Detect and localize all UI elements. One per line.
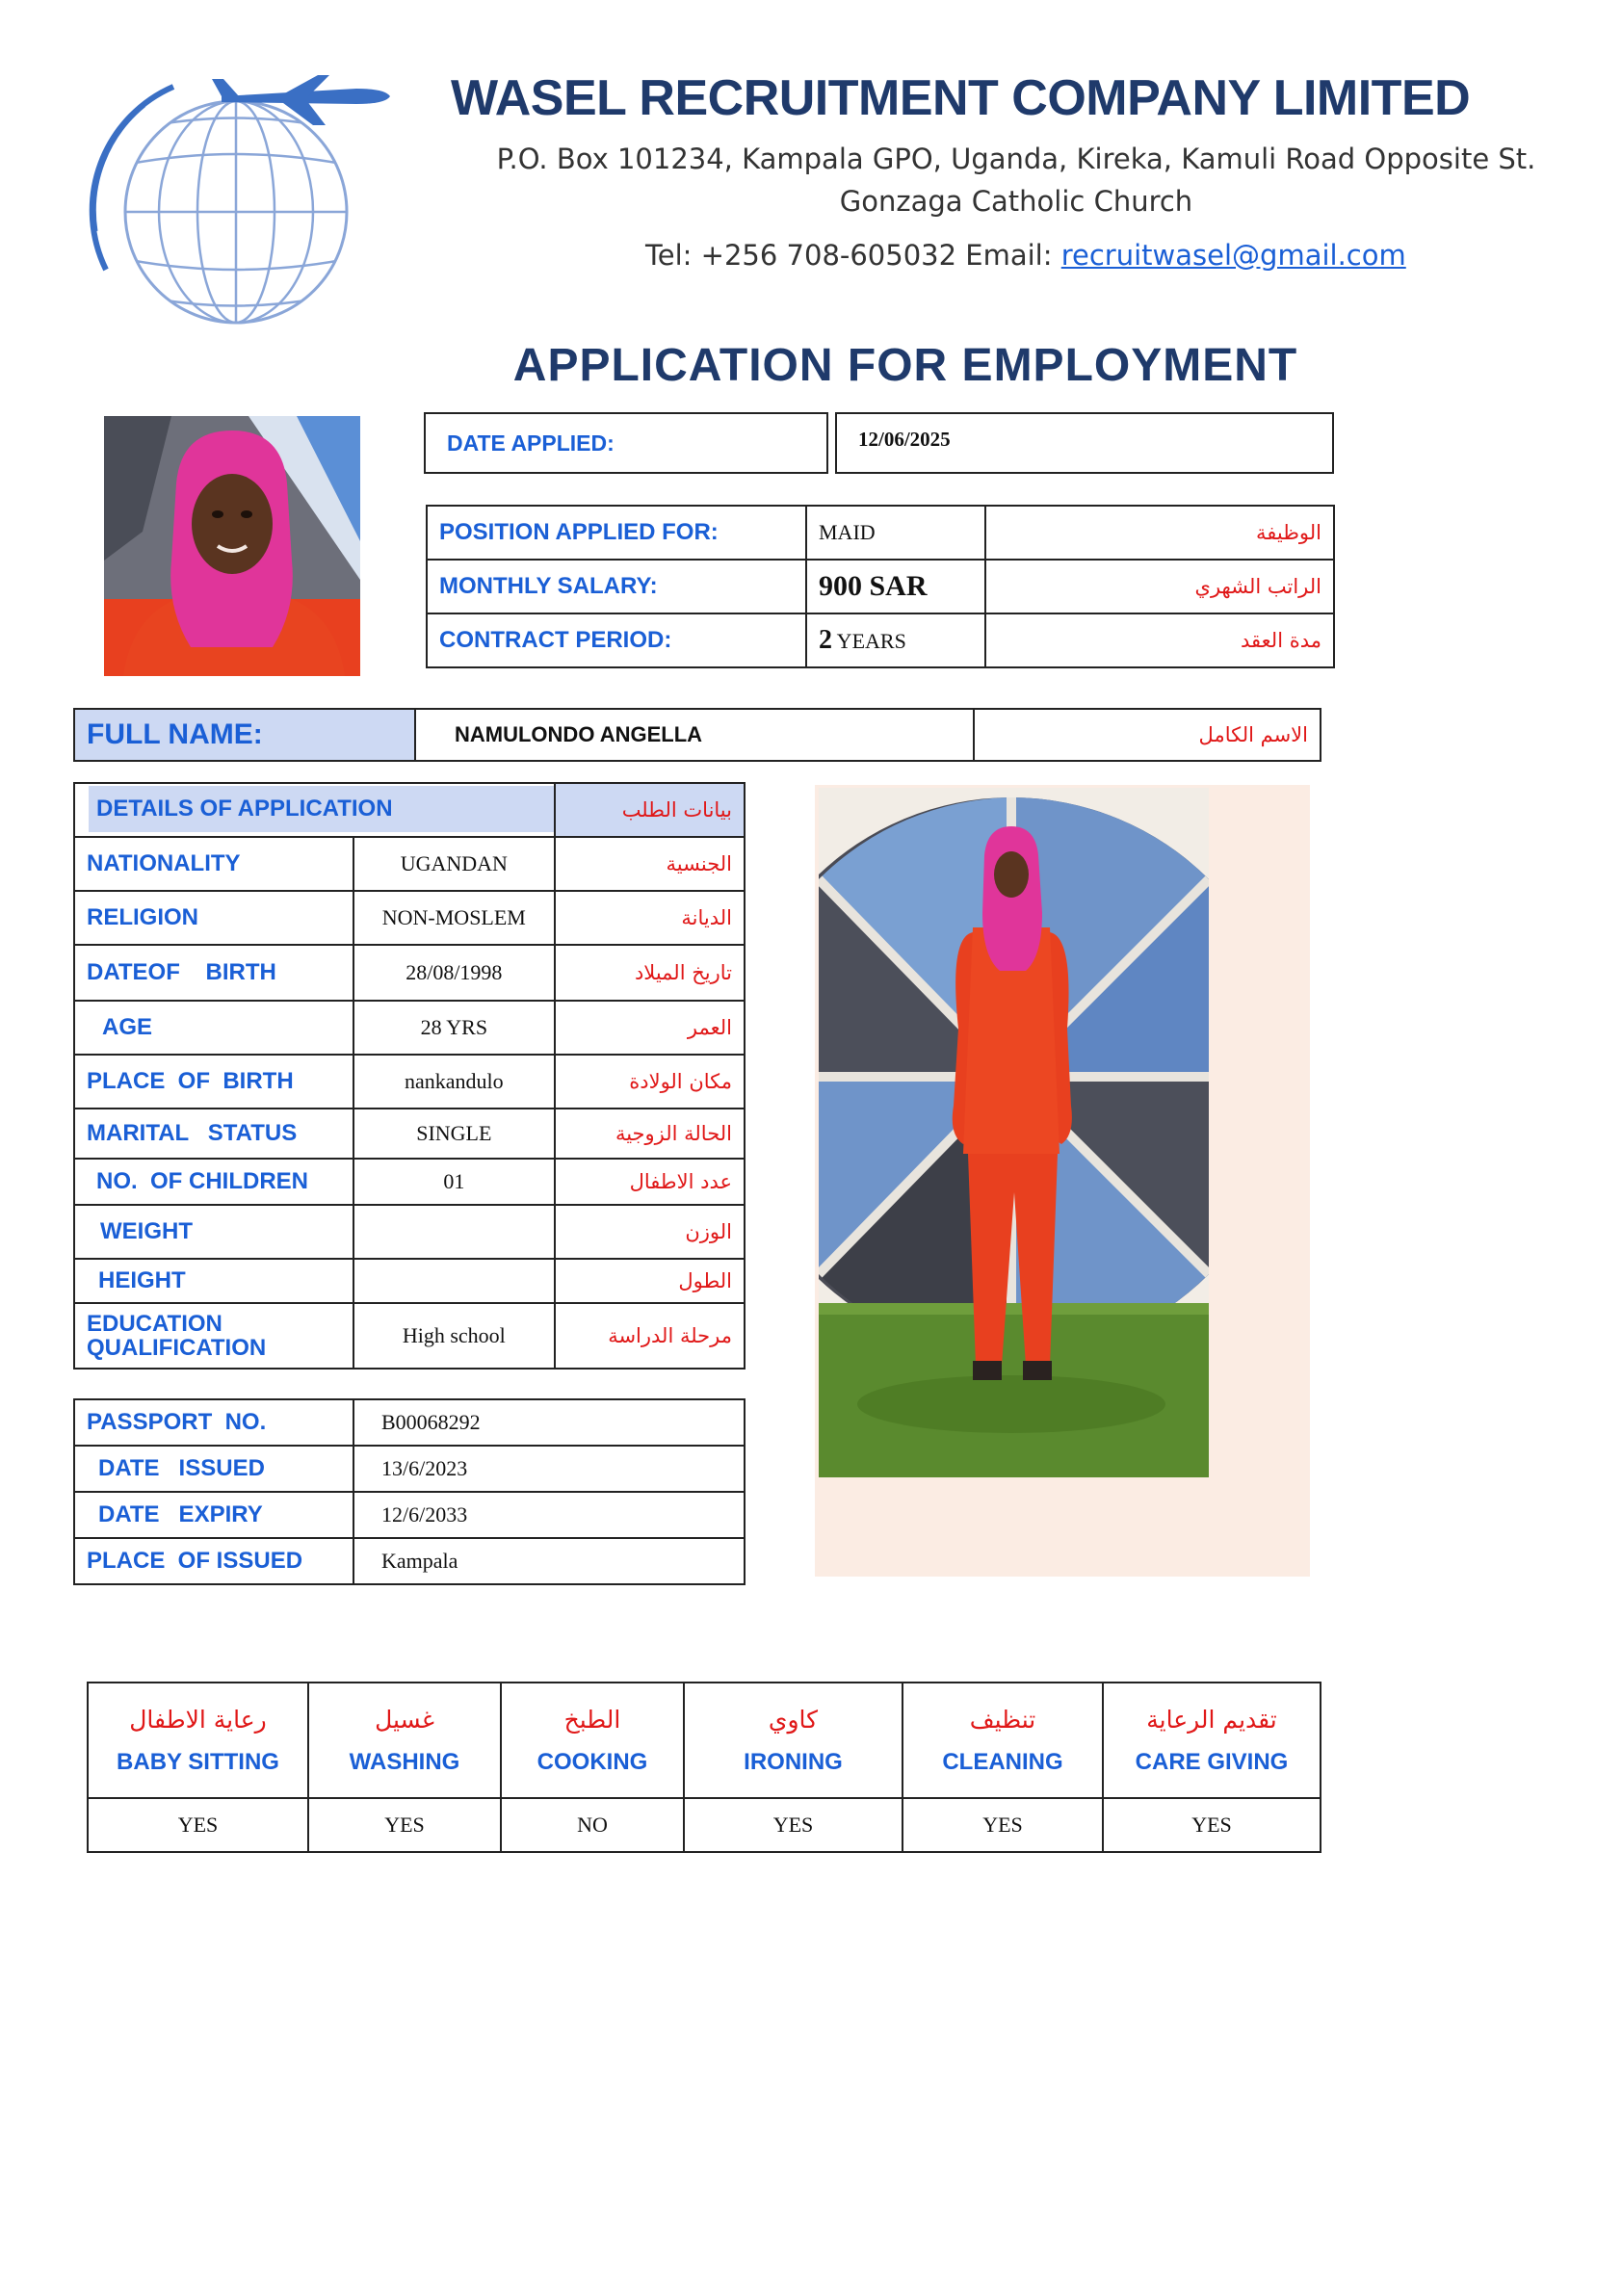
date-applied-value: 12/06/2025 — [858, 428, 951, 451]
skill-header-care-giving — [1103, 1683, 1321, 1798]
birth-place-value[interactable]: nankandulo — [353, 1055, 555, 1109]
table-row — [74, 783, 745, 837]
salary-value[interactable]: 900 SAR — [806, 560, 985, 613]
passport-no-label: PASSPORT NO. — [74, 1399, 353, 1446]
email-link[interactable]: recruitwasel@gmail.com — [1060, 239, 1406, 272]
date-applied-value-box[interactable] — [835, 412, 1334, 474]
table-row — [74, 1109, 745, 1159]
children-label: NO. OF CHILDREN — [74, 1159, 353, 1205]
education-value[interactable]: High school — [353, 1303, 555, 1369]
position-value[interactable]: MAID — [806, 506, 985, 560]
full-name-arabic: الاسم الكامل — [974, 709, 1321, 761]
full-name-value[interactable]: NAMULONDO ANGELLA — [415, 709, 974, 761]
birth-date-label: DATEOF BIRTH — [74, 945, 353, 1001]
table-row — [427, 613, 1334, 667]
tel-text: Tel: +256 708-605032 Email: — [645, 239, 1061, 272]
skill-label: COOKING — [536, 1748, 648, 1775]
table-row — [427, 560, 1334, 613]
table-row — [74, 1399, 745, 1446]
skill-header-washing — [308, 1683, 501, 1798]
skills-value-row — [88, 1798, 1321, 1852]
table-row — [74, 1303, 745, 1369]
nationality-label: NATIONALITY — [74, 837, 353, 891]
date-issued-label: DATE ISSUED — [74, 1446, 353, 1492]
skill-value-ironing[interactable]: YES — [684, 1798, 903, 1852]
table-row — [74, 945, 745, 1001]
table-row — [74, 1159, 745, 1205]
weight-label: WEIGHT — [74, 1205, 353, 1259]
marital-status-value[interactable]: SINGLE — [353, 1109, 555, 1159]
skill-header-ironing — [684, 1683, 903, 1798]
table-row — [74, 1446, 745, 1492]
table-row — [74, 1205, 745, 1259]
skill-label: IRONING — [744, 1748, 843, 1775]
table-row — [74, 1001, 745, 1055]
contract-arabic: مدة العقد — [985, 613, 1334, 667]
passport-table — [73, 1398, 746, 1585]
children-value[interactable]: 01 — [353, 1159, 555, 1205]
table-row — [427, 506, 1334, 560]
skill-value-care-giving[interactable]: YES — [1103, 1798, 1321, 1852]
position-table — [426, 505, 1335, 668]
height-value[interactable] — [353, 1259, 555, 1303]
table-row — [74, 709, 1321, 761]
nationality-value[interactable]: UGANDAN — [353, 837, 555, 891]
details-header-label: DETAILS OF APPLICATION — [89, 786, 554, 832]
date-applied-label: DATE APPLIED: — [447, 430, 615, 456]
table-row — [74, 1538, 745, 1584]
salary-label: MONTHLY SALARY: — [427, 560, 806, 613]
skill-arabic: تقديم الرعاية — [1146, 1705, 1277, 1734]
contract-years-number: 2 — [819, 625, 832, 655]
skill-arabic: الطبخ — [563, 1705, 621, 1734]
position-label: POSITION APPLIED FOR: — [427, 506, 806, 560]
birth-date-arabic: تاريخ الميلاد — [555, 945, 745, 1001]
skill-arabic: رعاية الاطفال — [129, 1705, 267, 1734]
marital-status-arabic: الحالة الزوجية — [555, 1109, 745, 1159]
date-expiry-label: DATE EXPIRY — [74, 1492, 353, 1538]
table-row — [74, 891, 745, 945]
company-logo — [67, 67, 405, 327]
nationality-arabic: الجنسية — [555, 837, 745, 891]
place-issued-value[interactable]: Kampala — [353, 1538, 745, 1584]
education-label: EDUCATION QUALIFICATION — [74, 1303, 353, 1369]
details-header-cell — [74, 783, 555, 837]
skill-arabic: غسيل — [375, 1705, 434, 1734]
marital-status-label: MARITAL STATUS — [74, 1109, 353, 1159]
form-title: APPLICATION FOR EMPLOYMENT — [512, 340, 1298, 391]
company-name: WASEL RECRUITMENT COMPANY LIMITED — [451, 70, 1471, 126]
education-arabic: مرحلة الدراسة — [555, 1303, 745, 1369]
birth-date-value[interactable]: 28/08/1998 — [353, 945, 555, 1001]
skill-value-cleaning[interactable]: YES — [903, 1798, 1103, 1852]
full-name-label: FULL NAME: — [74, 709, 415, 761]
address-line-2: Gonzaga Catholic Church — [839, 185, 1193, 218]
weight-arabic: الوزن — [555, 1205, 745, 1259]
skill-value-baby-sitting[interactable]: YES — [88, 1798, 308, 1852]
birth-place-label: PLACE OF BIRTH — [74, 1055, 353, 1109]
salary-arabic: الراتب الشهري — [985, 560, 1334, 613]
contract-years-unit: YEARS — [832, 629, 906, 653]
age-label: AGE — [74, 1001, 353, 1055]
globe-airplane-icon — [67, 67, 405, 327]
table-row — [74, 1492, 745, 1538]
skill-value-cooking[interactable]: NO — [501, 1798, 684, 1852]
date-applied-label-box — [424, 412, 828, 474]
details-header-arabic: بيانات الطلب — [555, 783, 745, 837]
skill-arabic: تنظيف — [969, 1705, 1036, 1734]
table-row — [74, 1259, 745, 1303]
contact-line — [645, 239, 1512, 272]
skill-label: WASHING — [349, 1748, 460, 1775]
details-table — [73, 782, 746, 1370]
age-arabic: العمر — [555, 1001, 745, 1055]
contract-label: CONTRACT PERIOD: — [427, 613, 806, 667]
address-line: P.O. Box 101234, Kampala GPO, Uganda, Kireka, Kamuli Road Opposite St. — [496, 143, 1536, 175]
skills-table — [87, 1682, 1321, 1853]
full-name-table — [73, 708, 1321, 762]
table-row — [74, 1055, 745, 1109]
skill-label: BABY SITTING — [117, 1748, 279, 1775]
contract-value[interactable] — [806, 613, 985, 667]
skill-header-cooking — [501, 1683, 684, 1798]
skill-label: CLEANING — [942, 1748, 1063, 1775]
skill-value-washing[interactable]: YES — [308, 1798, 501, 1852]
passport-no-value[interactable]: B00068292 — [353, 1399, 745, 1446]
height-label: HEIGHT — [74, 1259, 353, 1303]
skill-label: CARE GIVING — [1135, 1748, 1289, 1775]
position-arabic: الوظيفة — [985, 506, 1334, 560]
applicant-headshot-photo — [104, 416, 360, 676]
children-arabic: عدد الاطفال — [555, 1159, 745, 1205]
date-issued-value[interactable]: 13/6/2023 — [353, 1446, 745, 1492]
applicant-full-body-photo — [819, 788, 1209, 1477]
skill-header-cleaning — [903, 1683, 1103, 1798]
religion-value[interactable]: NON-MOSLEM — [353, 891, 555, 945]
age-value[interactable]: 28 YRS — [353, 1001, 555, 1055]
religion-arabic: الديانة — [555, 891, 745, 945]
religion-label: RELIGION — [74, 891, 353, 945]
birth-place-arabic: مكان الولادة — [555, 1055, 745, 1109]
height-arabic: الطول — [555, 1259, 745, 1303]
skills-header-row — [88, 1683, 1321, 1798]
place-issued-label: PLACE OF ISSUED — [74, 1538, 353, 1584]
weight-value[interactable] — [353, 1205, 555, 1259]
skill-header-baby-sitting — [88, 1683, 308, 1798]
skill-arabic: كاوي — [768, 1705, 819, 1734]
table-row — [74, 837, 745, 891]
date-expiry-value[interactable]: 12/6/2033 — [353, 1492, 745, 1538]
